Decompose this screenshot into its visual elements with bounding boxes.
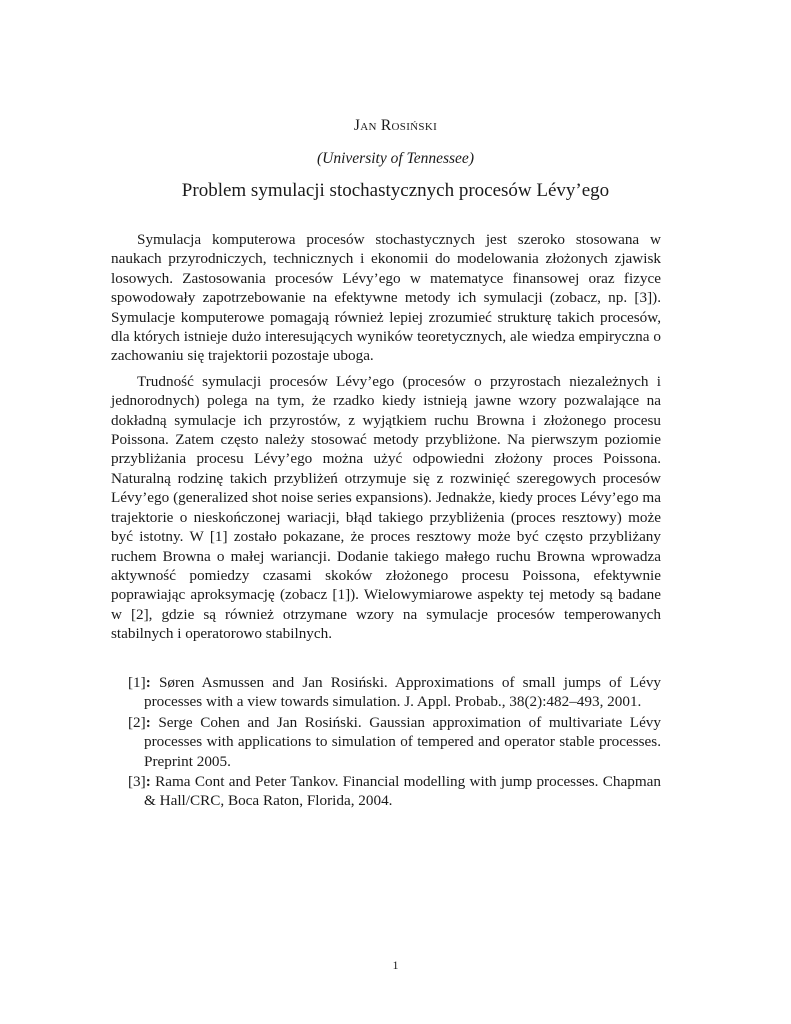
reference-text: Serge Cohen and Jan Rosiński. Gaussian approximation of multivariate Lévy processes with applications to simulation of tempered and operator stable processes. Preprint 2005. [144,713,661,770]
author-name: Jan Rosiński [353,117,438,134]
abstract-body [111,230,661,650]
reference-item: [3]: Rama Cont and Peter Tankov. Financial modelling with jump processes. Chapman & Hall/CRC, Boca Raton, Florida, 2004. [128,773,661,810]
reference-text: Rama Cont and Peter Tankov. Financial modelling with jump processes. Chapman & Hall/CRC, Boca Raton, Florida, 2004. [144,773,661,810]
author-affiliation: (University of Tennessee) [317,150,474,167]
page-number: 1 [392,958,399,972]
reference-item: [1]: Søren Asmussen and Jan Rosiński. Approximations of small jumps of Lévy processes with a view towards simulation. J. Appl. Probab., 38(2):482–493, 2001. [128,674,662,711]
reference-key: [3] [128,773,146,791]
reference-key: [2] [128,713,146,731]
reference-item: [2]: Serge Cohen and Jan Rosiński. Gaussian approximation of multivariate Lévy processes with applications to simulation of tempered and operator stable processes. Preprint 2005. [128,713,661,770]
reference-key: [1] [128,674,146,691]
reference-list [128,673,661,812]
reference-text: Søren Asmussen and Jan Rosiński. Approximations of small jumps of Lévy processes with a view towards simulation. J. Appl. Probab., 38(2):482–493, 2001. [144,674,662,711]
paragraph-1: Symulacja komputerowa procesów stochastycznych jest szeroko stosowana w naukach przyrodniczych, technicznych i ekonomii do modelowania złożonych zjawisk losowych. Zastosowania procesów Lévy’ego w matematyce finansowej oraz fizyce spowodowały zapotrzebowanie na efektywne metody ich symulacji (zobacz, np. [3]). Symulacje komputerowe pomagają również lepiej zrozumieć strukturę takich procesów, dla których istnieje dużo interesujących wyników teoretycznych, ale wiedza empiryczna o zachowaniu się trajektorii pozostaje uboga. [111,231,661,365]
paper-title: Problem symulacji stochastycznych procesów Lévy’ego [181,180,610,201]
paragraph-2: Trudność symulacji procesów Lévy’ego (procesów o przyrostach niezależnych i jednorodnych) polega na tym, że rzadko kiedy istnieją jawne wzory pozwalające na dokładną symulacje ich przyrostów, z wyjątkiem ruchu Browna i złożonego procesu Poissona. Zatem często należy stosować metody przybliżone. Na pierwszym poziomie przybliżania procesu Lévy’ego można użyć odpowiedni złożony proces Poissona. Naturalną rodzinę takich przybliżeń otrzymuje się z rozwinięć szeregowych procesów Lévy’ego (generalized shot noise series expansions). Jednakże, kiedy proces Lévy’ego ma trajektorie o nieskończonej wariacji, błąd takiego przybliżenia (proces resztowy) może być istotny. W [1] zostało pokazane, że proces resztowy może być często przybliżany ruchem Browna o małej wariancji. Dodanie takiego małego ruchu Browna wprowadza aktywność pomiedzy czasami skoków złożonego procesu Poissona, efektywnie poprawiając aproksymację (zobacz [1]). Wielowymiarowe aspekty tej metody są badane w [2], gdzie są również otrzymane wzory na symulacje procesów temperowanych stabilnych i operatorowo stabilnych. [111,372,661,643]
